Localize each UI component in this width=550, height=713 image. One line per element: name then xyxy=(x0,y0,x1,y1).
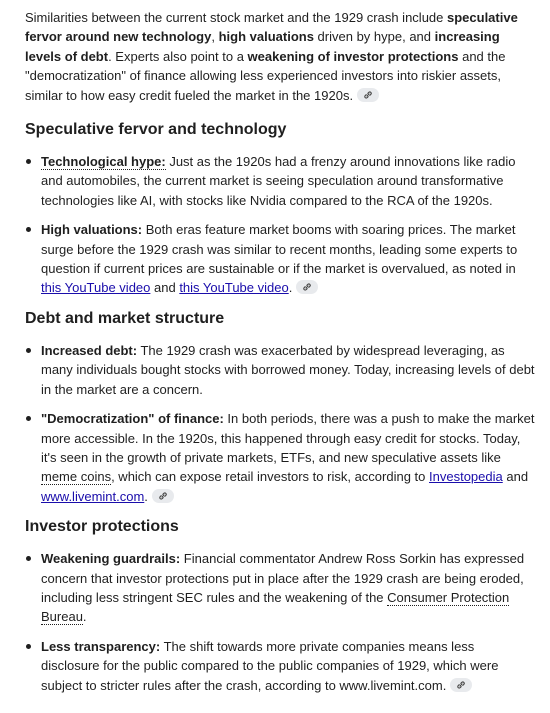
list-item xyxy=(25,637,536,695)
item-label: Weakening guardrails: xyxy=(41,551,181,567)
consumer-protection-term[interactable]: Consumer Protection Bureau xyxy=(41,589,510,625)
youtube-link-2[interactable]: this YouTube video xyxy=(179,280,289,296)
youtube-link-1[interactable]: this YouTube video xyxy=(41,280,151,296)
item-text: In both periods, there was a push to make the market more accessible. In the 1920s, this happened through easy credit for stocks. Today, it's seen in the growth of private markets, ETFs, and new speculative assets like xyxy=(41,411,535,465)
item-label: Increased debt: xyxy=(41,342,138,358)
section-list-debt xyxy=(25,341,536,506)
link-icon xyxy=(158,491,168,501)
link-icon xyxy=(456,680,466,690)
list-item xyxy=(25,220,536,298)
item-text: and xyxy=(502,469,529,485)
item-text: The 1929 crash was exacerbated by widespread leveraging, as many individuals bought stocks with borrowed money. Today, increasing levels of debt in the market are a concern. xyxy=(41,342,535,397)
intro-text: . Experts also point to a xyxy=(108,48,248,64)
item-text: Both eras feature market booms with soaring prices. The market surge before the 1929 crash was similar to recent months, leading some experts to question if current prices are sustainable or if the market is overvalued, as noted in xyxy=(41,222,518,277)
item-text: Financial commentator Andrew Ross Sorkin has expressed concern that investor protections put in place after the 1929 crash are being eroded, including less stringent SEC rules and the weakening of the xyxy=(41,551,525,605)
intro-text: , xyxy=(211,29,219,45)
link-icon xyxy=(363,90,373,100)
intro-paragraph xyxy=(25,8,536,105)
intro-text: Similarities between the current stock market and the 1929 crash include xyxy=(25,10,447,25)
section-list-investor xyxy=(25,549,536,695)
section-list-speculative xyxy=(25,152,536,298)
list-item xyxy=(25,549,536,627)
citation-link-chip[interactable] xyxy=(296,280,318,294)
section-heading-speculative: Speculative fervor and technology xyxy=(25,121,287,139)
list-item xyxy=(25,341,536,399)
list-item xyxy=(25,152,536,210)
item-text: The shift towards more private companies means less disclosure for the public compared to the public companies of 1929, which were subject to stricter rules after the crash, according to www.livemint.com. xyxy=(41,638,499,693)
item-label: Less transparency: xyxy=(41,638,161,654)
citation-link-chip[interactable] xyxy=(450,678,472,692)
item-text: , which can expose retail investors to risk, according to xyxy=(111,469,430,485)
item-text: . xyxy=(144,488,148,504)
link-icon xyxy=(302,282,312,292)
item-text: . xyxy=(288,280,293,296)
item-text: Just as the 1920s had a frenzy around innovations like radio and automobiles, the current market is seeing speculation around transformative technologies like AI, with stocks like Nvidia compared to the RCA of the 1920s. xyxy=(41,154,516,208)
citation-link-chip[interactable] xyxy=(152,489,174,503)
intro-bold: high valuations xyxy=(218,29,314,45)
item-label: High valuations: xyxy=(41,222,143,238)
intro-bold: weakening of investor protections xyxy=(247,48,459,64)
item-text: and xyxy=(150,280,180,296)
item-label[interactable]: Technological hype: xyxy=(41,154,166,170)
section-heading-investor: Investor protections xyxy=(25,518,179,536)
item-text: . xyxy=(82,609,87,625)
intro-bold: increasing levels of debt xyxy=(25,29,500,64)
citation-link-chip[interactable] xyxy=(357,88,379,102)
list-item xyxy=(25,409,536,506)
section-heading-debt: Debt and market structure xyxy=(25,309,225,327)
item-label: "Democratization" of finance: xyxy=(41,411,224,427)
livemint-link[interactable]: www.livemint.com xyxy=(41,488,145,504)
investopedia-link[interactable]: Investopedia xyxy=(429,469,503,485)
intro-text: driven by hype, and xyxy=(313,29,435,45)
meme-coins-term[interactable]: meme coins xyxy=(41,469,112,485)
intro-text: and the "democratization" of finance allowing less experienced investors into riskier assets, similar to how easy credit fueled the market in the 1920s. xyxy=(25,48,506,103)
intro-bold: speculative fervor around new technology xyxy=(25,10,518,45)
